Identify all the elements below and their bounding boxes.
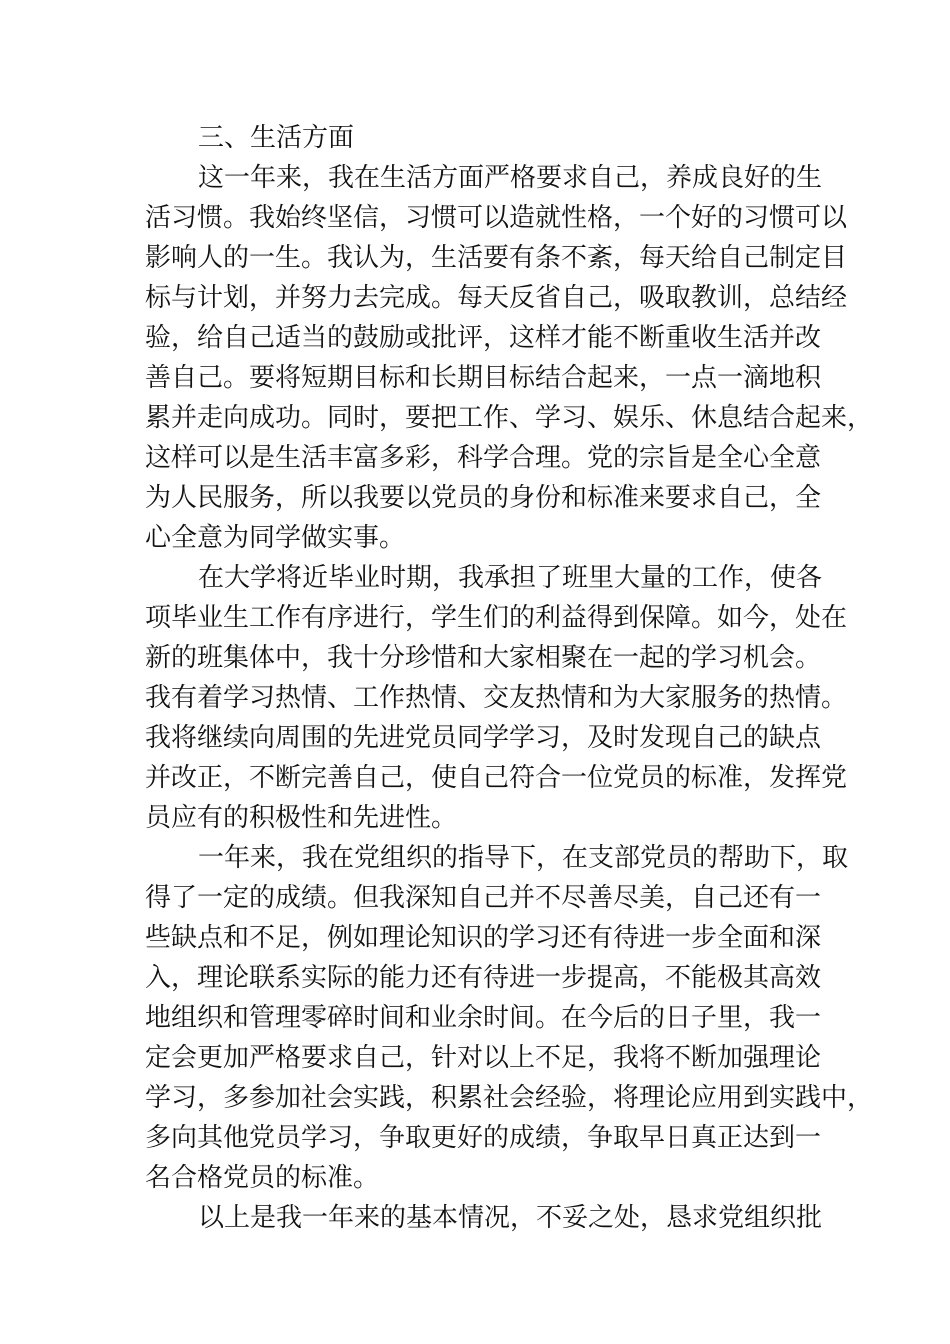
paragraph-line: 我将继续向周围的先进党员同学学习，及时发现自己的缺点 (145, 723, 822, 753)
paragraph-line: 多向其他党员学习，争取更好的成绩，争取早日真正达到一 (145, 1123, 822, 1153)
paragraph-line: 地组织和管理零碎时间和业余时间。在今后的日子里，我一 (145, 1003, 822, 1033)
paragraph-line: 项毕业生工作有序进行，学生们的利益得到保障。如今，处在 (145, 603, 848, 633)
paragraph-line: 善自己。要将短期目标和长期目标结合起来，一点一滴地积 (145, 363, 822, 393)
paragraph-line: 新的班集体中，我十分珍惜和大家相聚在一起的学习机会。 (145, 643, 822, 673)
paragraph-line: 员应有的积极性和先进性。 (145, 803, 458, 833)
paragraph-line: 为人民服务，所以我要以党员的身份和标准来要求自己，全 (145, 483, 822, 513)
paragraph-line: 在大学将近毕业时期，我承担了班里大量的工作，使各 (198, 563, 823, 593)
paragraph-line: 定会更加严格要求自己，针对以上不足，我将不断加强理论 (145, 1043, 822, 1073)
paragraph-line: 这样可以是生活丰富多彩，科学合理。党的宗旨是全心全意 (145, 443, 822, 473)
paragraph-line: 名合格党员的标准。 (145, 1163, 380, 1193)
paragraph-line: 些缺点和不足，例如理论知识的学习还有待进一步全面和深 (145, 923, 822, 953)
paragraph-line: 影响人的一生。我认为，生活要有条不紊，每天给自己制定目 (145, 243, 848, 273)
paragraph-line: 标与计划，并努力去完成。每天反省自己，吸取教训，总结经 (145, 283, 848, 313)
paragraph-line: 累并走向成功。同时，要把工作、学习、娱乐、休息结合起来， (145, 403, 874, 433)
paragraph-line: 一年来，我在党组织的指导下，在支部党员的帮助下，取 (198, 843, 849, 873)
paragraph-line: 我有着学习热情、工作热情、交友热情和为大家服务的热情。 (145, 683, 848, 713)
paragraph-line: 得了一定的成绩。但我深知自己并不尽善尽美，自己还有一 (145, 883, 822, 913)
paragraph-line: 这一年来，我在生活方面严格要求自己，养成良好的生 (198, 163, 823, 193)
paragraph-line: 学习，多参加社会实践，积累社会经验，将理论应用到实践中， (145, 1083, 874, 1113)
paragraph-line: 入，理论联系实际的能力还有待进一步提高，不能极其高效 (145, 963, 822, 993)
paragraph-line: 验，给自己适当的鼓励或批评，这样才能不断重收生活并改 (145, 323, 822, 353)
section-heading: 三、生活方面 (198, 123, 355, 153)
paragraph-line: 心全意为同学做实事。 (145, 523, 406, 553)
paragraph-line: 活习惯。我始终坚信，习惯可以造就性格，一个好的习惯可以 (145, 203, 848, 233)
paragraph-line: 以上是我一年来的基本情况，不妥之处，恳求党组织批 (198, 1203, 823, 1233)
paragraph-line: 并改正，不断完善自己，使自己符合一位党员的标准，发挥党 (145, 763, 848, 793)
